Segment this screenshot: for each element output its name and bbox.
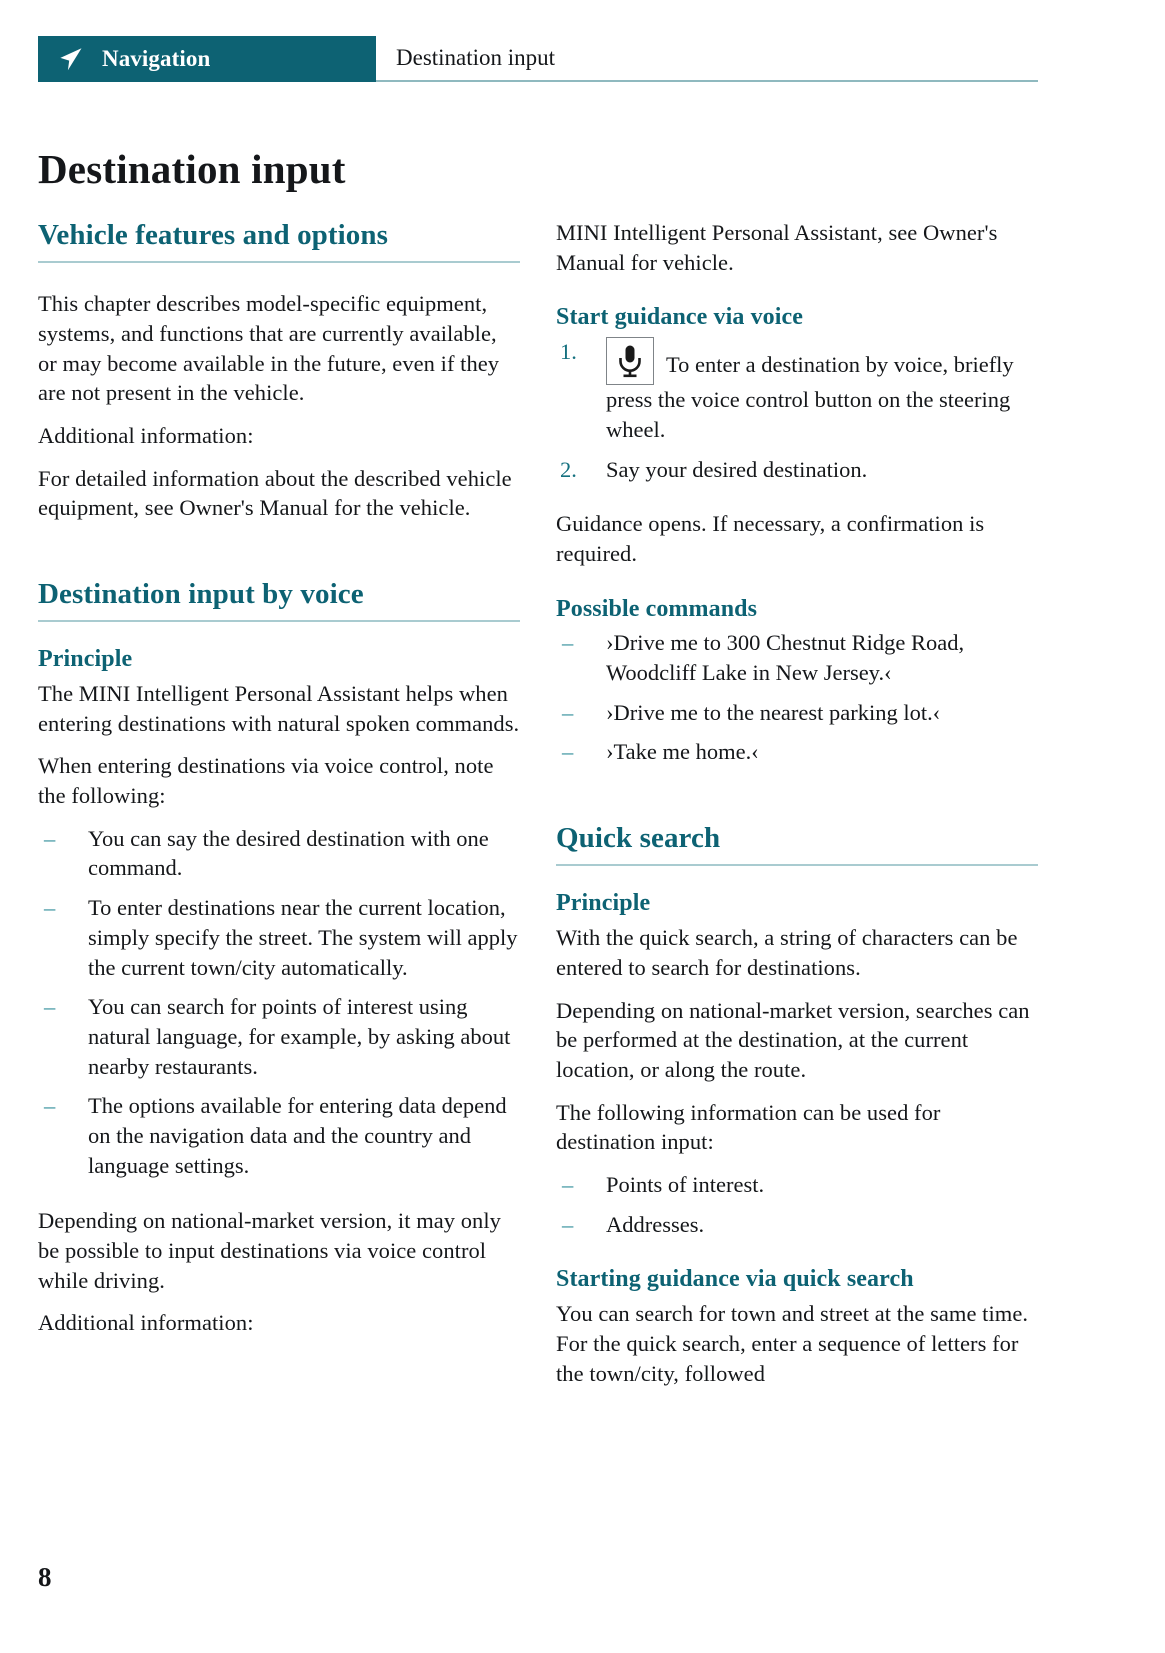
list-item-label: Addresses. — [606, 1211, 705, 1237]
chapter-label: Navigation — [102, 46, 211, 71]
dash-marker: – — [562, 1171, 574, 1197]
dash-marker: – — [44, 825, 56, 851]
microphone-icon — [606, 337, 654, 385]
dash-marker: – — [562, 699, 574, 725]
list-item-label: You can search for points of interest using natural language, for example, by asking about nearby restaurants. — [88, 994, 511, 1079]
list-item — [38, 893, 520, 982]
paragraph: This chapter describes model-specific equipment, systems, and functions that are currently available, or may become available in the future, even if they are not present in the vehicle. — [38, 291, 500, 406]
list-item — [556, 1210, 1038, 1240]
list-item — [556, 337, 1038, 444]
dash-marker: – — [44, 994, 56, 1020]
quick-search-info-list — [556, 1170, 1038, 1239]
subheading-principle: Principle — [38, 646, 133, 673]
list-item-label: The options available for entering data depend on the navigation data and the country and language settings. — [88, 1093, 507, 1178]
dash-marker: – — [562, 1211, 574, 1237]
section-heading-vehicle-features: Vehicle features and options — [38, 218, 520, 263]
paragraph: For detailed information about the described vehicle equipment, see Owner's Manual for the vehicle. — [38, 465, 512, 521]
list-item — [556, 455, 1038, 485]
list-item — [556, 698, 1038, 728]
section-heading-quick-search: Quick search — [556, 821, 1038, 866]
left-column — [38, 218, 520, 1401]
list-item-label: ›Drive me to 300 Chestnut Ridge Road, Woodcliff Lake in New Jersey.‹ — [606, 630, 965, 686]
start-guidance-steps — [556, 337, 1038, 484]
running-header — [38, 36, 1038, 82]
right-column — [556, 218, 1038, 1401]
dash-marker: – — [562, 739, 574, 765]
voice-notes-list — [38, 824, 520, 1181]
paragraph: MINI Intelligent Personal Assistant, see Owner's Manual for vehicle. — [556, 220, 998, 275]
paragraph: Depending on national-market version, it may only be possible to input destinations via voice control while driving. — [38, 1208, 501, 1293]
list-item-label: You can say the desired destination with one command. — [88, 825, 489, 881]
section-tab — [376, 36, 1038, 82]
paragraph: When entering destinations via voice control, note the following: — [38, 753, 494, 809]
navigation-arrow-icon — [56, 44, 86, 74]
list-item — [556, 737, 1038, 767]
dash-marker: – — [44, 895, 56, 921]
subheading-possible-commands: Possible commands — [556, 595, 758, 622]
paragraph: Depending on national-market version, searches can be performed at the destination, at the current location, or along the route. — [556, 997, 1030, 1082]
list-item — [556, 1170, 1038, 1200]
paragraph: Guidance opens. If necessary, a confirmation is required. — [556, 511, 985, 566]
dash-marker: – — [562, 630, 574, 656]
list-item-label: ›Drive me to the nearest parking lot.‹ — [606, 699, 941, 725]
body-columns — [38, 218, 1038, 1401]
list-item-label: ›Take me home.‹ — [606, 739, 759, 765]
list-item — [38, 1091, 520, 1180]
paragraph: The following information can be used for destination input: — [556, 1099, 941, 1155]
step-number: 1. — [560, 339, 577, 365]
chapter-tab — [38, 36, 376, 82]
subheading-principle: Principle — [556, 890, 651, 917]
subheading-starting-guidance-via-quick-search: Starting guidance via quick search — [556, 1266, 914, 1293]
list-item-label: Points of interest. — [606, 1171, 765, 1197]
list-item — [556, 628, 1038, 687]
paragraph: You can search for town and street at the same time. For the quick search, enter a sequence of letters for the town/city, followed — [556, 1301, 1029, 1386]
list-item-label: To enter a destination by voice, briefly press the voice control button on the steering wheel. — [606, 352, 1014, 442]
section-label: Destination input — [396, 45, 556, 70]
step-number: 2. — [560, 456, 577, 482]
paragraph: Additional information: — [38, 422, 254, 448]
list-item-label: To enter destinations near the current location, simply specify the street. The system will apply the current town/city automatically. — [88, 895, 518, 980]
paragraph: With the quick search, a string of characters can be entered to search for destinations. — [556, 925, 1018, 980]
page-title: Destination input — [38, 146, 346, 193]
subheading-start-guidance-via-voice: Start guidance via voice — [556, 304, 804, 331]
paragraph: Additional information: — [38, 1310, 254, 1336]
list-item-label: Say your desired destination. — [606, 456, 868, 482]
possible-commands-list — [556, 628, 1038, 767]
page-number: 8 — [38, 1562, 52, 1592]
list-item — [38, 824, 520, 883]
dash-marker: – — [44, 1093, 56, 1119]
paragraph: The MINI Intelligent Personal Assistant helps when entering destinations with natural spoken commands. — [38, 681, 520, 736]
section-heading-destination-input-by-voice: Destination input by voice — [38, 577, 520, 622]
list-item — [38, 992, 520, 1081]
